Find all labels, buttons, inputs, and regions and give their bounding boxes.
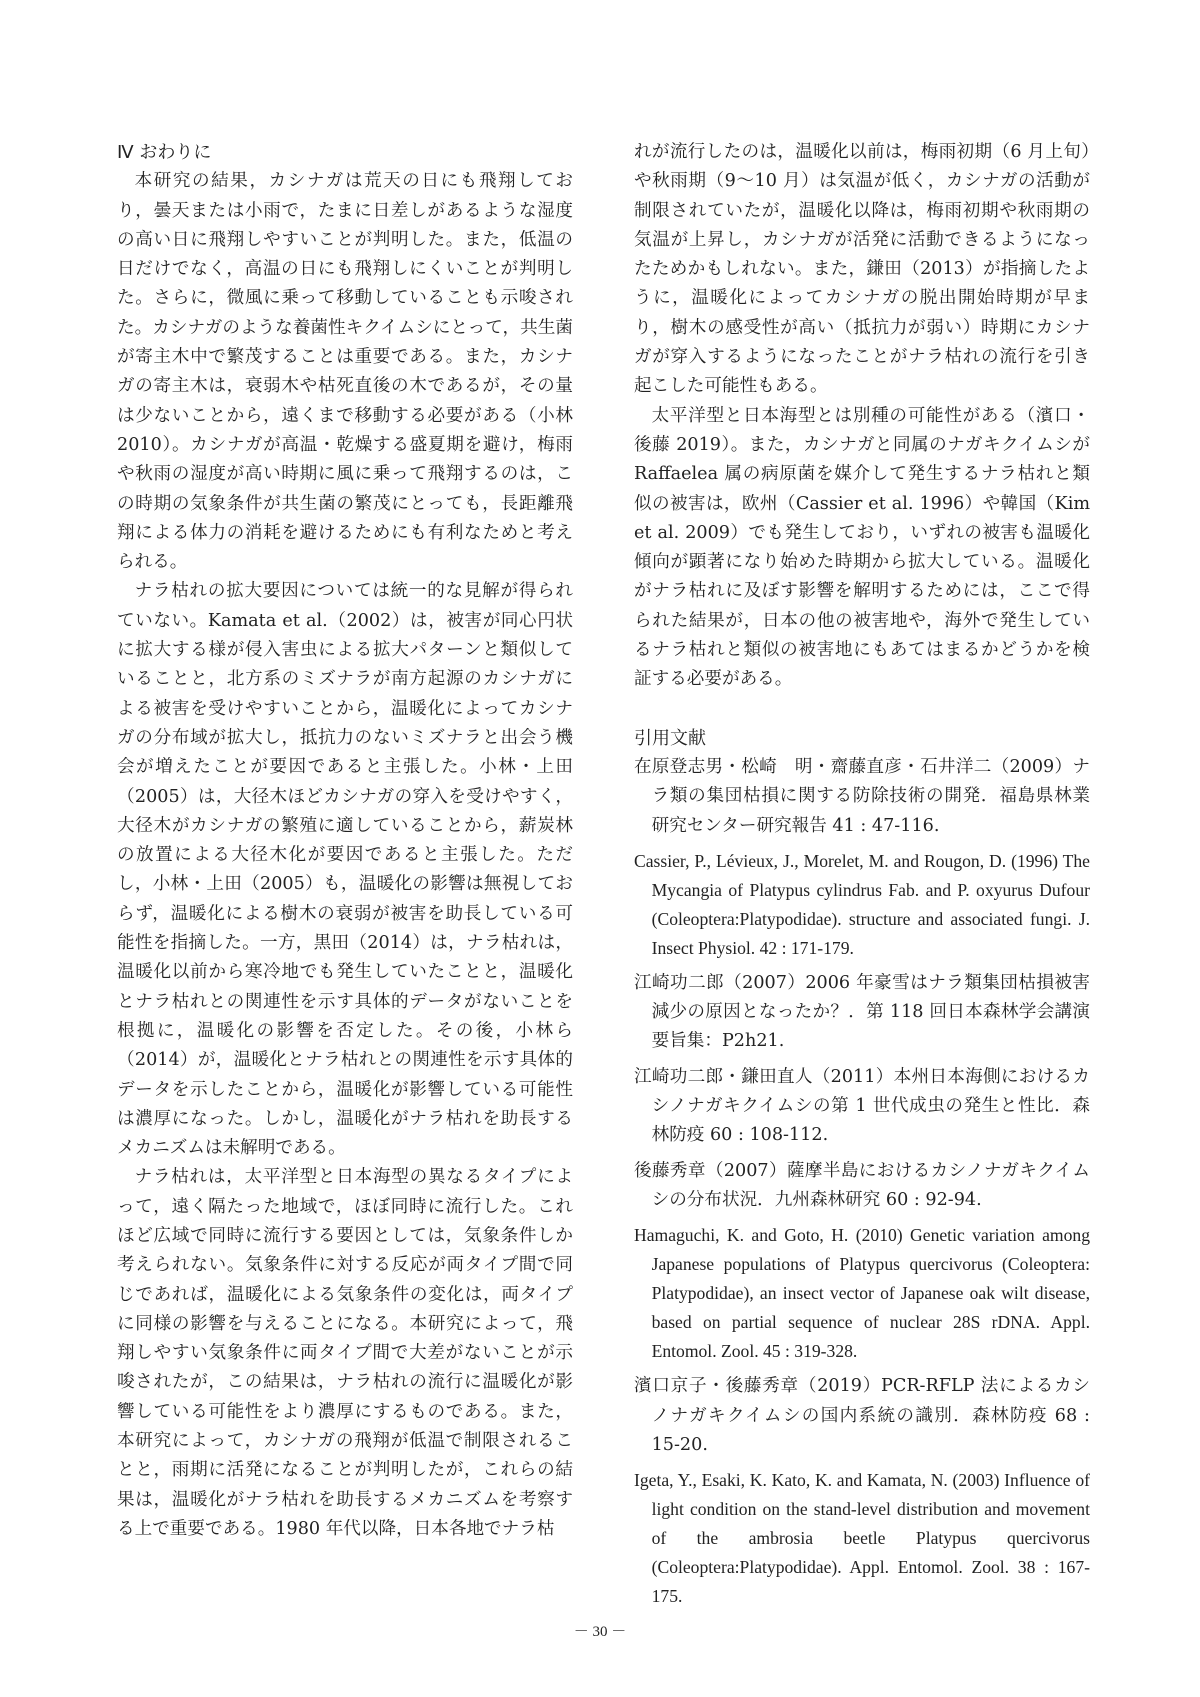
paragraph-continued: れが流行したのは，温暖化以前は，梅雨初期（6 月上旬）や秋雨期（9〜10 月）は気温が低く，カシナガの活動が制限されていたが，温暖化以降は，梅雨初期や秋雨期の気温が上昇し，カシナガが活発に活動できるようになったためかもしれない。また，鎌田（2013）が指摘したように，温暖化によってカシナガの脱出開始時期が早まり，樹木の感受性が高い（抵抗力が弱い）時期にカシナガが穿入するようになったことがナラ枯れの流行を引き起こした可能性もある。 <box>634 142 1090 397</box>
reference-item: Cassier, P., Lévieux, J., Morelet, M. and Rougon, D. (1996) The Mycangia of Platypus cylindrus Fab. and P. oxyurus Dufour (Coleoptera:Platypodidae). structure and associated fungi. J. Insect Physiol. 42 : 171-179. <box>634 850 1090 958</box>
paragraph: ナラ枯れの拡大要因については統一的な見解が得られていない。Kamata et al.（2002）は，被害が同心円状に拡大する様が侵入害虫による拡大パターンと類似していることと，北方系のミズナラが南方起源のカシナガによる被害を受けやすいことから，温暖化によってカシナガの分布域が拡大し，抵抗力のないミズナラと出会う機会が増えたことが要因であると主張した。小林・上田（2005）は，大径木ほどカシナガの穿入を受けやすく，大径木がカシナガの繁殖に適していることから，薪炭林の放置による大径木化が要因であると主張した。ただし，小林・上田（2005）も，温暖化の影響は無視しておらず，温暖化による樹木の衰弱が被害を助長している可能性を指摘した。一方，黒田（2014）は，ナラ枯れは，温暖化以前から寒冷地でも発生していたことと，温暖化とナラ枯れとの関連性を示す具体的データがないことを根拠に，温暖化の影響を否定した。その後，小林ら（2014）が，温暖化とナラ枯れとの関連性を示す具体的データを示したことから，温暖化が影響している可能性は濃厚になった。しかし，温暖化がナラ枯れを助長するメカニズムは未解明である。 <box>117 581 573 1159</box>
left-column <box>117 138 573 1544</box>
paragraph: 太平洋型と日本海型とは別種の可能性がある（濱口・後藤 2019）。また，カシナガと同属のナガキクイムシが Raffaelea 属の病原菌を媒介して発生するナラ枯れと類似の被害は，欧州（Cassier et al. 1996）や韓国（Kim et al. 2009）でも発生しており，いずれの被害も温暖化傾向が顕著になり始めた時期から拡大している。温暖化がナラ枯れに及ぼす影響を解明するためには，ここで得られた結果が，日本の他の被害地や，海外で発生しているナラ枯れと類似の被害地にもあてはまるかどうかを検証する必要がある。 <box>634 405 1090 690</box>
paragraph: ナラ枯れは，太平洋型と日本海型の異なるタイプによって，遠く隔たった地域で，ほぼ同時に流行した。これほど広域で同時に流行する要因としては，気象条件しか考えられない。気象条件に対する反応が両タイプ間で同じであれば，温暖化による気象条件の変化は，両タイプに同様の影響を与えることになる。本研究によって，飛翔しやすい気象条件に両タイプ間で大差がないことが示唆されたが，この結果は，ナラ枯れの流行に温暖化が影響している可能性をより濃厚にするものである。また，本研究によって，カシナガの飛翔が低温で制限されることと，雨期に活発になることが判明したが，これらの結果は，温暖化がナラ枯れを助長するメカニズムを考察する上で重要である。1980 年代以降，日本各地でナラ枯 <box>117 1167 573 1539</box>
reference-item: 濱口京子・後藤秀章（2019）PCR-RFLP 法によるカシノナガキクイムシの国内系統の識別．森林防疫 68 : 15-20. <box>634 1376 1090 1455</box>
page-number: － 30 － <box>573 1624 627 1640</box>
paragraph: 本研究の結果，カシナガは荒天の日にも飛翔しており，曇天または小雨で，たまに日差しがあるような湿度の高い日に飛翔しやすいことが判明した。また，低温の日だけでなく，高温の日にも飛翔しにくいことが判明した。さらに，微風に乗って移動していることも示唆された。カシナガのような養菌性キクイムシにとって，共生菌が寄主木中で繁茂することは重要である。また，カシナガの寄主木は，衰弱木や枯死直後の木であるが，その量は少ないことから，遠くまで移動する必要がある（小林 2010）。カシナガが高温・乾燥する盛夏期を避け，梅雨や秋雨の湿度が高い時期に風に乗って飛翔するのは，この時期の気象条件が共生菌の繁茂にとっても，長距離飛翔による体力の消耗を避けるためにも有利なためと考えられる。 <box>117 171 573 573</box>
reference-item: 後藤秀章（2007）薩摩半島におけるカシノナガキクイムシの分布状況．九州森林研究 60 : 92-94. <box>634 1160 1090 1210</box>
reference-item: 江崎功二郎・鎌田直人（2011）本州日本海側におけるカシノナガキクイムシの第 1 世代成虫の発生と性比．森林防疫 60 : 108-112. <box>634 1066 1090 1146</box>
section-heading: Ⅳ おわりに <box>117 142 212 163</box>
reference-item: Igeta, Y., Esaki, K. Kato, K. and Kamata, N. (2003) Influence of light condition on the stand-level distribution and movement of the ambrosia beetle Platypus quercivorus (Coleoptera:Platypodidae). Appl. Entomol. Zool. 38 : 167-175. <box>634 1470 1090 1607</box>
reference-item: 在原登志男・松崎 明・齋藤直彦・石井洋二（2009）ナラ類の集団枯損に関する防除技術の開発．福島県林業研究センター研究報告 41 : 47-116. <box>634 756 1090 836</box>
reference-item: Hamaguchi, K. and Goto, H. (2010) Genetic variation among Japanese populations of Platypus quercivorus (Coleoptera: Platypodidae), an insect vector of Japanese oak wilt disease, based on partial sequence of nuclear 28S rDNA. Appl. Entomol. Zool. 45 : 319-328. <box>634 1225 1090 1362</box>
reference-item: 江崎功二郎（2007）2006 年豪雪はナラ類集団枯損被害減少の原因となったか？．第 118 回日本森林学会講演要旨集：P2h21. <box>634 972 1090 1052</box>
references-heading: 引用文献 <box>634 727 706 749</box>
right-column <box>634 138 1090 1617</box>
